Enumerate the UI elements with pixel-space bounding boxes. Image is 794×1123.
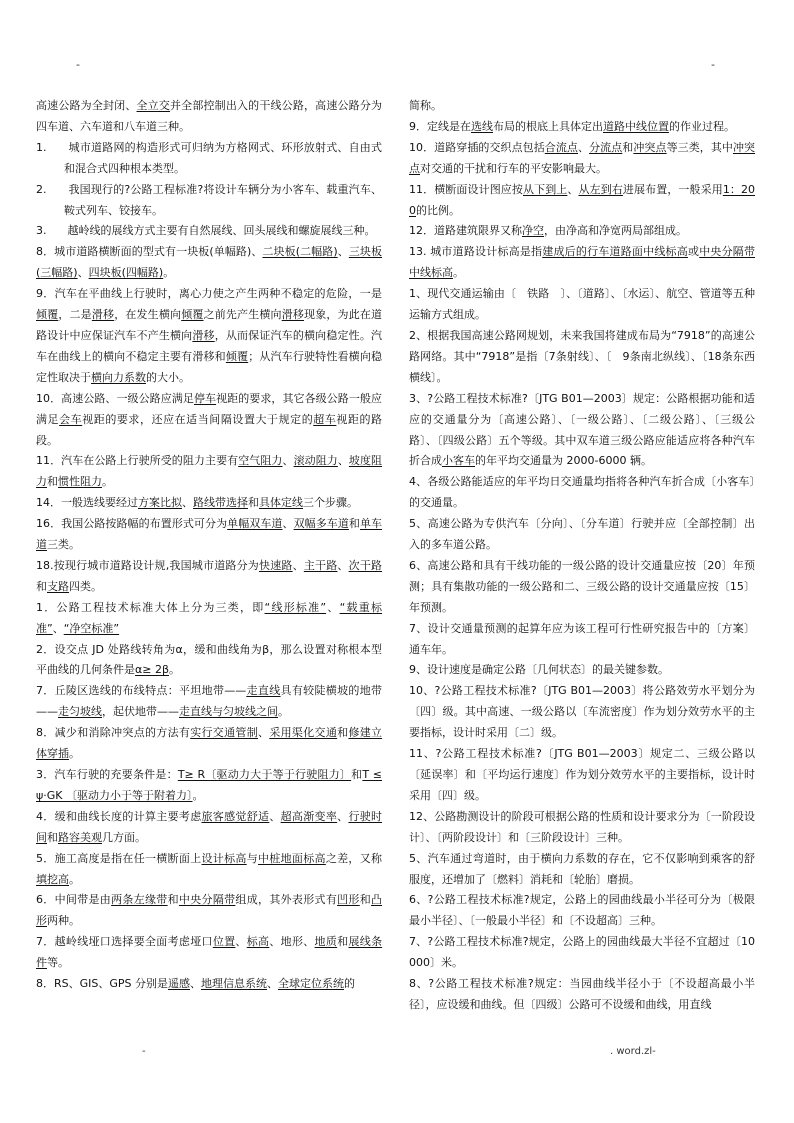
text-run: 和 [337, 935, 349, 949]
text-run: 13. 城市道路设计标高是指 [409, 245, 543, 259]
text-run: 之前先产生横向 [203, 308, 282, 322]
left-paragraph [36, 451, 382, 493]
text-run: 6．中间带是由 [36, 893, 112, 907]
underlined-answer: 全立交 [136, 99, 170, 112]
text-run: 5、汽车通过弯道时，由于横向力系数的存在，它不仅影响到乘客的舒服度，还增加了〔燃料〕消耗和〔轮胎〕磨损。 [409, 851, 755, 886]
text-run: 和 [167, 893, 179, 907]
text-run: 对交通的干扰和行车的平安影响最大。 [420, 161, 607, 175]
underlined-answer: 标高 [246, 935, 270, 949]
left-paragraph [36, 974, 382, 995]
underlined-answer: 中央分隔带 [178, 893, 236, 907]
text-run: 、 [337, 245, 349, 259]
text-run: 。 [102, 475, 113, 489]
text-run: 、 [567, 182, 579, 196]
text-run: ，二是 [58, 308, 92, 322]
text-run: 2. 我国现行的?公路工程标准?将设计车辆分为小客车、载重汽车、鞍式列车、铰接车。 [36, 182, 382, 217]
underlined-answer: 会车 [59, 412, 83, 426]
text-run: 、 [235, 935, 247, 949]
underlined-answer: 次干路 [348, 558, 383, 572]
text-run: 、 [282, 517, 294, 531]
text-run: 、 [337, 809, 349, 823]
text-run: 和 [359, 893, 372, 907]
text-run: 并全部控制出入的干线公路，高速公路分为四车道、六车道和八车道三种。 [36, 99, 382, 133]
text-run: 组成，其外表形式有 [235, 893, 338, 907]
underlined-answer: 走匀坡线 [58, 705, 102, 719]
text-run: 的 [344, 977, 356, 991]
text-run: 7．越岭线垭口选择要全面考虑垭口 [36, 935, 213, 949]
underlined-answer: 路容美观 [58, 830, 102, 844]
text-run: 进展布置，一般采用 [622, 182, 723, 196]
text-run: 6、高速公路和具有干线功能的一级公路的设计交通量应按〔20〕年预测；具有集散功能的一级公路和二、三级公路的设计交通量应按〔15〕年预测。 [409, 558, 755, 614]
text-run: 几方面。 [102, 830, 146, 844]
text-run: 11．汽车在公路上行驶所受的阻力主要有 [36, 454, 239, 468]
text-run: 的作业过程。 [669, 119, 735, 133]
underlined-answer: 停车 [193, 391, 217, 405]
text-run: 2、根据我国高速公路网规划，未来我国将建成布局为“7918”的高速公路网络。其中“7918”是指〔7条射线〕、〔 9条南北纵线〕、〔18条东西横线〕。 [409, 328, 755, 384]
left-paragraph [36, 681, 382, 723]
text-run: 。 [163, 266, 175, 280]
underlined-answer: 合流点 [544, 140, 578, 154]
text-run: 11、?公路工程技术标准?〔JTG B01—2003〕规定二、三级公路以〔延误率〕和〔平均运行速度〕作为划分效劳水平的主要指标，设计时采用〔四〕级。 [409, 747, 755, 802]
text-run: 、 [326, 600, 340, 614]
underlined-answer: 横向力系数 [91, 370, 146, 384]
text-run: 7、?公路工程技术标准?规定，公路上的园曲线最大半径不宜超过〔10000〕米。 [409, 935, 755, 970]
text-run: 。 [278, 705, 289, 719]
left-paragraph [36, 598, 382, 640]
right-paragraph [409, 389, 755, 473]
text-run: 简称。 [409, 99, 442, 112]
underlined-answer: 采用渠化交通 [269, 726, 338, 740]
text-run: 之差，又称 [325, 851, 383, 865]
underlined-answer: 走直线与匀坡线之间 [179, 705, 278, 719]
left-paragraph [36, 493, 382, 514]
right-paragraph [409, 660, 755, 681]
underlined-answer: 地质 [314, 935, 338, 949]
footer-left-mark: - [142, 1046, 146, 1057]
text-run: 10、?公路工程技术标准?〔JTG B01—2003〕将公路效劳水平划分为〔四〕级。其中高速、一级公路以〔车流密度〕作为划分效劳水平的主要指标，设计时采用〔二〕级。 [409, 684, 755, 740]
underlined-answer: 支路 [47, 579, 69, 593]
underlined-answer: 全球定位系统 [278, 977, 345, 991]
text-run: 。 [192, 788, 204, 802]
text-run: 四类。 [69, 579, 102, 593]
text-run: 和 [36, 579, 47, 593]
underlined-answer: 选线 [471, 119, 493, 133]
left-paragraph [36, 849, 382, 891]
underlined-answer: 遥感 [168, 977, 191, 991]
text-run: 和 [351, 768, 363, 781]
underlined-answer: 冲突点 [409, 140, 756, 175]
text-run: 9、设计速度是确定公路〔几何状态〕的最关键参数。 [409, 663, 669, 677]
right-paragraph [409, 221, 755, 242]
text-run: 三个步骤。 [303, 496, 358, 510]
left-paragraph [36, 932, 382, 974]
underlined-answer: 中央分隔带中线标高 [409, 245, 756, 280]
text-run: 视距的要求，其它各级公路一般应满足 [36, 391, 383, 426]
text-run: 高速公路为全封闭、 [36, 99, 137, 112]
text-run: 、地形、 [269, 935, 315, 949]
text-run: 与 [246, 851, 259, 865]
left-paragraph [36, 556, 382, 598]
text-run: 8．RS、GIS、GPS 分别是 [36, 977, 169, 991]
right-paragraph [409, 974, 755, 1016]
text-run: 、 [269, 809, 281, 823]
underlined-answer: 滚动阻力 [293, 454, 338, 468]
underlined-answer: 冲突点 [633, 140, 667, 154]
underlined-answer: 倾覆 [225, 349, 249, 363]
text-run: 、 [337, 558, 349, 572]
underlined-answer: 1：200 [409, 182, 756, 217]
underlined-answer: 从下到上 [523, 182, 568, 196]
right-paragraph [409, 619, 755, 661]
left-paragraph [36, 284, 382, 389]
right-paragraph [409, 514, 755, 556]
text-run: 和 [348, 517, 360, 531]
text-run: 和 [248, 496, 259, 510]
text-run: 的年平均交通量为 2000-6000 辆。 [475, 454, 652, 468]
text-run: 、 [337, 454, 349, 468]
underlined-answer: 修建立体穿插 [36, 726, 383, 761]
underlined-answer: 滑移 [192, 328, 215, 342]
text-run: ，由净高和净宽两局部组成。 [544, 224, 687, 238]
underlined-answer: 地理信息系统 [201, 977, 268, 991]
text-run: 等。 [47, 956, 69, 970]
underlined-answer: 位置 [212, 935, 236, 949]
underlined-answer: 滑移 [281, 308, 305, 322]
right-paragraph [409, 849, 755, 891]
text-run: 1、现代交通运输由〔 铁路 〕、〔道路〕、〔水运〕、航空、管道等五种运输方式组成。 [409, 287, 755, 322]
text-run: 等三类，其中 [666, 140, 733, 154]
underlined-answer: 填挖高 [36, 872, 69, 886]
left-paragraph [36, 807, 382, 849]
left-column [36, 96, 382, 995]
right-column [409, 96, 755, 1016]
text-run: 12．道路建筑限界又称 [409, 224, 522, 238]
left-paragraph [36, 514, 382, 556]
underlined-answer: 具体定线 [259, 496, 303, 510]
underlined-answer: “净空标准” [63, 621, 120, 635]
text-run: 视距的路段。 [36, 412, 383, 447]
text-run: 。 [69, 747, 80, 761]
underlined-answer: 走直线 [246, 684, 281, 698]
text-run: 、 [267, 977, 279, 991]
left-paragraph [36, 890, 382, 932]
text-run: 和 [47, 475, 58, 489]
text-run: 的比例。 [416, 203, 460, 217]
text-run: 4、各级公路能适应的年平均日交通量均指将各种汽车折合成〔小客车〕的交通量。 [409, 475, 755, 510]
text-run: 、 [52, 621, 64, 635]
text-run: 10．道路穿插的交织点包括 [409, 140, 545, 154]
text-run: ；从汽车行驶特性看横向稳定性取决于 [36, 349, 383, 384]
text-run: 。 [69, 872, 80, 886]
right-paragraph [409, 681, 755, 744]
underlined-answer: 惯性阻力 [58, 475, 102, 489]
underlined-answer: 超高渐变率 [280, 809, 338, 823]
right-paragraph [409, 326, 755, 389]
underlined-answer: 坡度阻力 [36, 454, 383, 489]
text-run: 3、?公路工程技术标准?〔JTG B01—2003〕规定：公路根据功能和适应的交通量分为〔高速公路〕、〔一级公路〕、〔二级公路〕、〔三级公路〕、〔四级公路〕五个等级。其中双车道三级公路应能适应将各种汽车折合成 [409, 391, 755, 468]
text-run: 14．一般选线要经过 [36, 496, 138, 510]
left-paragraph [36, 96, 382, 138]
text-run: 布局的根底上具体定出 [493, 119, 603, 133]
underlined-answer: 倾覆 [36, 308, 59, 322]
text-run: 1．公路工程技术标准大体上分为三类，即 [36, 600, 265, 614]
text-run: 7、设计交通量预测的起算年应为该工程可行性研究报告中的〔方案〕通车年。 [409, 621, 755, 656]
text-run: 2．设交点 JD 处路线转角为α，缓和曲线角为β，那么设置对称根本型平曲线的几何条件是 [36, 642, 382, 677]
underlined-answer: 建成后的行车道路面中线标高 [542, 245, 688, 259]
underlined-answer: 行驶时间 [36, 809, 383, 844]
text-run: 的大小。 [146, 370, 190, 384]
text-run: 12、公路勘测设计的阶段可根据公路的性质和设计要求分为〔一阶段设计〕、〔两阶段设计〕和〔三阶段设计〕三种。 [409, 809, 755, 844]
text-run: 、 [258, 726, 270, 740]
right-paragraph [409, 242, 755, 284]
underlined-answer: 主干路 [303, 558, 338, 572]
text-run: 视距的要求，还应在适当间隔设置大于规定的 [82, 412, 314, 426]
text-run: 现象，为此在道路设计中应保证汽车不产生横向 [36, 308, 383, 342]
right-paragraph [409, 96, 755, 117]
underlined-answer: 三块板(三幅路) [36, 245, 382, 280]
underlined-answer: 超车 [313, 412, 337, 426]
text-run: 、 [190, 977, 202, 991]
text-run: 6、?公路工程技术标准?规定，公路上的园曲线最小半径可分为〔极限最小半径〕、〔一般最小半径〕和〔不设超高〕三种。 [409, 893, 755, 928]
right-paragraph [409, 472, 755, 514]
underlined-answer: 从左到右 [578, 182, 623, 196]
right-paragraph [409, 807, 755, 849]
text-run: 和 [47, 830, 58, 844]
underlined-answer: 四块板(四幅路) [88, 266, 164, 280]
left-paragraph [36, 640, 382, 682]
left-paragraph [36, 389, 382, 452]
text-run: ，在发生横向 [114, 308, 182, 322]
text-run: 7．丘陵区选线的布线特点：平坦地带—— [36, 684, 247, 698]
text-run: 三类。 [47, 538, 80, 552]
text-run: 8、?公路工程技术标准?规定：当园曲线半径小于〔不设超高最小半径〕，应设缓和曲线。但〔四级〕公路可不设缓和曲线，用直线 [409, 977, 755, 1011]
underlined-answer: 快速路 [259, 558, 293, 572]
text-run: 和 [337, 726, 349, 740]
underlined-answer: 滑移 [91, 308, 115, 322]
text-run: 和 [622, 140, 634, 154]
text-run: 。 [453, 266, 464, 280]
text-run: 9．定线是在 [409, 119, 471, 133]
text-run: 、 [292, 558, 304, 572]
text-run: 11．横断面设计图应按 [409, 182, 523, 196]
right-paragraph [409, 138, 755, 180]
header-left-mark: - [76, 58, 80, 71]
underlined-answer: 设计标高 [201, 851, 247, 865]
text-run: 5．施工高度是指在任一横断面上 [36, 851, 202, 865]
right-paragraph [409, 744, 755, 807]
underlined-answer: 展线条件 [36, 935, 383, 970]
underlined-answer: 二块板(二幅路) [262, 245, 338, 259]
right-paragraph [409, 284, 755, 326]
text-run: 18.按现行城市道路设计规,我国城市道路分为 [36, 558, 259, 572]
text-run: 16．我国公路按路幅的布置形式可分为 [36, 517, 228, 531]
right-paragraph [409, 932, 755, 974]
text-run: 具有较陡横坡的地带—— [36, 684, 383, 719]
underlined-answer: 空气阻力 [238, 454, 283, 468]
underlined-answer: “线形标准” [264, 600, 327, 614]
underlined-answer: α≥ 2β [135, 663, 169, 677]
left-paragraph [36, 765, 382, 807]
left-paragraph [36, 138, 382, 180]
left-paragraph [36, 180, 382, 222]
footer-right-text: . word.zl- [610, 1046, 656, 1057]
text-run: 8．城市道路横断面的型式有一块板(单幅路)、 [36, 245, 263, 259]
right-paragraph [409, 180, 755, 222]
underlined-answer: 单幅双车道 [227, 517, 283, 531]
text-run: ，从而保证汽车的横向稳定性。汽车在曲线上的横向不稳定主要有滑移和 [36, 328, 383, 363]
text-run: 8．减少和消除冲突点的方法有 [36, 726, 191, 740]
left-paragraph [36, 242, 382, 284]
text-run: 或 [687, 245, 700, 259]
text-run: 。 [168, 663, 180, 677]
right-paragraph [409, 890, 755, 932]
underlined-answer: 凹形 [337, 893, 360, 907]
right-paragraph [409, 117, 755, 138]
header-right-mark: - [711, 58, 715, 71]
underlined-answer: 道路中线位置 [603, 119, 669, 133]
underlined-answer: “载重标准” [36, 600, 383, 635]
left-paragraph [36, 723, 382, 765]
underlined-answer: 两条左缘带 [111, 893, 168, 907]
text-run: 10．高速公路、一级公路应满足 [36, 391, 194, 405]
underlined-answer: 倾覆 [181, 308, 204, 322]
underlined-answer: 双幅多车道 [293, 517, 349, 531]
text-run: 、 [77, 266, 89, 280]
text-run: 3．汽车行驶的充要条件是： [36, 768, 178, 781]
text-run: 、 [282, 454, 294, 468]
underlined-answer: 净空 [522, 224, 544, 238]
underlined-answer: 单车道 [36, 517, 383, 552]
text-run: 5、高速公路为专供汽车〔分向〕、〔分车道〕行驶并应〔全部控制〕出入的多车道公路。 [409, 517, 755, 552]
underlined-answer: T ≤ψ·GK 〔驱动力小于等于附着力〕 [36, 768, 383, 802]
text-run: 3. 越岭线的展线方式主要有自然展线、回头展线和螺旋展线三种。 [36, 224, 376, 238]
underlined-answer: 方案比拟 [138, 496, 182, 510]
text-run: ，起伏地带—— [102, 705, 179, 719]
text-run: 、 [182, 496, 193, 510]
underlined-answer: 分流点 [589, 140, 623, 154]
text-run: 、 [578, 140, 590, 154]
underlined-answer: T≥ R〔驱动力大于等于行驶阻力〕 [177, 768, 352, 781]
text-run: 两种。 [47, 914, 80, 928]
underlined-answer: 实行交通管制 [190, 726, 259, 740]
text-run: 4．缓和曲线长度的计算主要考虑 [36, 809, 202, 823]
underlined-answer: 路线带选择 [193, 496, 248, 510]
text-run: 1. 城市道路网的构造形式可归纳为方格网式、环形放射式、自由式和混合式四种根本类型。 [36, 140, 382, 175]
underlined-answer: 凸形 [36, 893, 383, 928]
text-run: 9．汽车在平曲线上行驶时，离心力使之产生两种不稳定的危险，一是 [36, 287, 382, 301]
underlined-answer: 小客车 [442, 454, 475, 468]
underlined-answer: 旅客感觉舒适 [201, 809, 270, 823]
left-paragraph [36, 221, 382, 242]
underlined-answer: 中桩地面标高 [258, 851, 326, 865]
right-paragraph [409, 556, 755, 619]
